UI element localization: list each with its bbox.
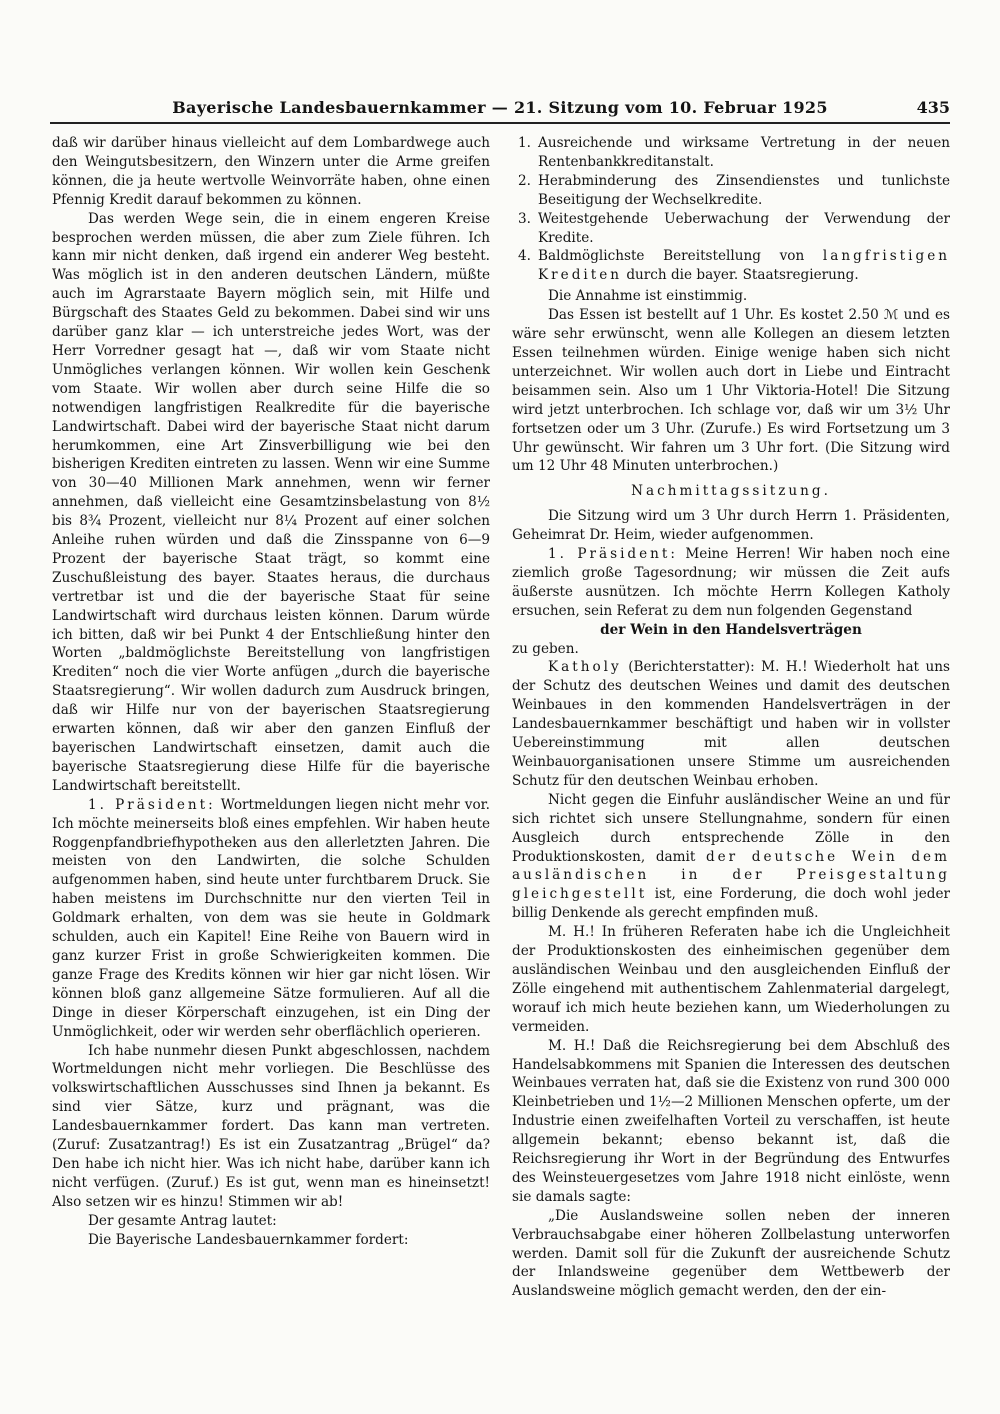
list-item <box>512 247 950 285</box>
agenda-topic: der Wein in den Handelsverträgen <box>600 621 862 638</box>
paragraph <box>512 791 950 923</box>
page-number: 435 <box>916 98 950 117</box>
list-item <box>512 210 950 248</box>
speech-text: Meine Herren! Wir haben noch eine ziemlich große Tagesordnung; wir müssen die Zeit aufs äußerste ausnützen. Ich möchte Herrn Kollegen Katholy ersuchen, sein Referat zu dem nun folgenden Gegenstand <box>512 546 950 619</box>
section-heading: Nachmittagssitzung. <box>631 483 831 500</box>
list-text: Herabminderung des Zinsendienstes und tunlichste Beseitigung der Wechselkredite. <box>538 172 950 208</box>
list-item <box>512 172 950 210</box>
page-header <box>50 98 950 124</box>
paragraph: „Die Auslandsweine sollen neben der inneren Verbrauchsabgabe einer höheren Zollbelastung unterworfen werden. Damit soll für die Zukunft der ausreichende Schutz der Inlandsweine gegenüber dem Wettbewerb der Auslandsweine möglich gemacht werden, den der ein- <box>512 1207 950 1300</box>
speech-text: (Berichterstatter): M. H.! Wiederholt hat uns der Schutz des deutschen Weines und damit des deutschen Weinbaues in den kommenden Handelsverträgen in der Landesbauernkammer beschäftigt und haben wir in vollster Uebereinstimmung mit allen deutschen Weinbauorganisationen unsere Stimme um ausreichenden Schutz für den deutschen Weinbau erhoben. <box>512 659 950 789</box>
speaker-name: Katholy <box>548 659 622 676</box>
paragraph: M. H.! Daß die Reichsregierung bei dem Abschluß des Handelsabkommens mit Spanien die Interessen des deutschen Weinbaues verraten hat, daß sie die Existenz von rund 300 000 Kleinbetrieben und 1½—2 Millionen Menschen opferte, um der Industrie einen zweifelhaften Vorteil zu verschaffen, ist heute allgemein bekannt; ebenso bekannt ist, daß die Reichsregierung ihr Wort in der Begründung des Entwurfes des Weinsteuergesetzes vom Jahre 1918 nicht einlöste, wenn sie damals sagte: <box>512 1037 950 1205</box>
paragraph <box>512 545 950 621</box>
paragraph: Die Annahme ist einstimmig. <box>548 288 748 305</box>
paragraph: Das Essen ist bestellt auf 1 Uhr. Es kostet 2.50 ℳ und es wäre sehr erwünscht, wenn alle Kollegen an diesem letzten Essen teilnehmen würden. Einige wenige haben sich nicht unterzeichnet. Wir wollen auch dort in Liebe und Eintracht beisammen sein. Also um 1 Uhr Viktoria-Hotel! Die Sitzung wird jetzt unterbrochen. Ich schlage vor, daß wir um 3½ Uhr fortsetzen oder um 3 Uhr. (Zurufe.) Es wird Fortsetzung um 3 Uhr gewünscht. Wir fahren um 3 Uhr fort. (Die Sitzung wird um 12 Uhr 48 Minuten unterbrochen.) <box>512 307 950 475</box>
list-text: durch die bayer. Staatsregierung. <box>622 267 859 284</box>
paragraph <box>52 796 490 1042</box>
speaker-name: 1. Präsident: <box>88 796 216 813</box>
paragraph <box>512 658 950 790</box>
running-title: Bayerische Landesbauernkammer — 21. Sitzung vom 10. Februar 1925 <box>172 98 828 117</box>
list-number: 2. <box>518 172 531 189</box>
paragraph: Die Bayerische Landesbauernkammer fordert: <box>88 1231 409 1248</box>
motion-list <box>512 134 950 285</box>
paragraph: daß wir darüber hinaus vielleicht auf dem Lombardwege auch den Weingutsbesitzern, den Winzern unter die Arme greifen können, die ja heute wertvolle Weinvorräte haben, ohne einen Pfennig Kredit darauf bekommen zu können. <box>52 135 490 208</box>
list-number: 4. <box>518 248 531 265</box>
list-item <box>512 134 950 172</box>
list-text: Baldmöglichste Bereitstellung von <box>538 248 823 265</box>
list-text: Weitestgehende Ueberwachung der Verwendung der Kredite. <box>538 210 950 246</box>
speaker-name: 1. Präsident: <box>548 546 678 563</box>
paragraph: Ich habe nunmehr diesen Punkt abgeschlossen, nachdem Wortmeldungen nicht mehr vorliegen. Die Beschlüsse des volkswirtschaftlichen Ausschusses sind Ihnen ja bekannt. Es sind vier Sätze, kurz und prägnant, was die Landesbauernkammer fordert. Das kann man vertreten. (Zuruf: Zusatzantrag!) Es ist ein Zusatzantrag „Brügel“ da? Den habe ich nicht hier. Was ich nicht habe, darüber kann ich nicht verfügen. (Zuruf.) Es ist gut, wenn man es hineinsetzt! Also setzen wir es hinzu! Stimmen wir ab! <box>52 1042 490 1210</box>
paragraph: Die Sitzung wird um 3 Uhr durch Herrn 1. Präsidenten, Geheimrat Dr. Heim, wieder aufgenommen. <box>512 508 950 544</box>
paragraph: Das werden Wege sein, die in einem engeren Kreise besprochen werden müssen, die aber zum Ziele führen. Ich kann mir nicht denken, daß irgend ein anderer Weg besteht. Was möglich ist in den anderen deutschen Ländern, müßte auch im Agrarstaate Bayern möglich sein, mit Hilfe und Bürgschaft des Staates Geld zu bekommen. Dabei sind wir uns darüber ganz klar — ich unterstreiche jedes Wort, was der Herr Vorredner gesagt hat —, daß wir vom Staate nicht Unmögliches verlangen können. Wir wollen kein Geschenk vom Staate. Wir wollen aber durch seine Hilfe die so notwendigen langfristigen Realkredite für die bayerische Landwirtschaft. Dabei wird der bayerische Staat nicht darum herumkommen, eine Art Zinsverbilligung wie bei den bisherigen Krediten eintreten zu lassen. Wenn wir eine Summe von 30—40 Millionen Mark annehmen, wenn wir ferner annehmen, daß vielleicht eine Gesamtzinsbelastung von 8½ bis 8¾ Prozent, vielleicht nur 8¼ Prozent auf einer solchen Anleihe ruhen würden und daß die Zinsspanne von 6—9 Prozent der bayerische Staat trägt, so kommt eine Zuschußleistung des bayer. Staates heraus, die durchaus vertretbar ist und die der bayerische Staat für seine Landwirtschaft wird durchaus leisten können. Darum würde ich bitten, daß wir bei Punkt 4 der Entschließung hinter den Worten „baldmöglichste Bereitstellung von langfristigen Krediten“ noch die vier Worte anfügen „durch die bayerische Staatsregierung“. Wir wollen dadurch zum Ausdruck bringen, daß wir Hilfe nur von der bayerischen Staatsregierung erwarten können, daß wir aber den ganzen Einfluß der bayerischen Landwirtschaft einsetzen, damit auch die bayerische Staatsregierung diese Hilfe für die bayerische Landwirtschaft bereitstellt. <box>52 210 490 794</box>
left-column <box>52 134 490 1249</box>
paragraph: M. H.! In früheren Referaten habe ich die Ungleichheit der Produktionskosten des einheimischen gegenüber dem ausländischen Weinbau und den ausgleichenden Einfluß der Zölle eingehend mit authentischem Zahlenmaterial dargelegt, worauf ich mich heute beziehen kann, um Wiederholungen zu vermeiden. <box>512 924 950 1035</box>
speech-text: Nicht gegen die Einfuhr ausländischer Weine an und für sich richtet sich unsere Stellungnahme, sondern für einen Ausgleich durch entsprechende Zölle in den Produktionskosten, damit <box>512 791 950 865</box>
paragraph: Der gesamte Antrag lautet: <box>88 1212 277 1229</box>
paragraph: zu geben. <box>512 640 579 657</box>
spaced-emphasis: der deutsche Wein dem ausländischen in der Preisgestaltung gleichgestellt <box>512 848 950 903</box>
spaced-emphasis: langfristigen Krediten <box>538 248 950 284</box>
list-text: Ausreichende und wirksame Vertretung in der neuen Rentenbankkreditanstalt. <box>538 135 950 170</box>
speech-text: Wortmeldungen liegen nicht mehr vor. Ich möchte meinerseits bloß eines empfehlen. Wir haben heute Roggenpfandbriefhypotheken aus den allerletzten Jahren. Die meisten von den Landwirten, die solche Schulden aufgenommen haben, sind heute unter furchtbarem Druck. Sie haben meistens im Durchschnitte nur den vierten Teil in Goldmark erhalten, von dem was sie heute in Goldmark schulden, auch ein Kapitel! Eine Reihe von Bauern wird in ganz kurzer Frist in große Schwierigkeiten kommen. Die ganze Frage des Kredits können wir hier gar nicht lösen. Wir können bloß ganz allgemeine Sätze formulieren. Auf all die Dinge in dieser Körperschaft einzugehen, ist ein Ding der Unmöglichkeit, oder wir werden sehr oberflächlich operieren. <box>52 796 490 1040</box>
right-column <box>512 134 950 1301</box>
list-number: 3. <box>518 210 531 227</box>
list-number: 1. <box>518 135 531 151</box>
speech-text: ist, eine Forderung, die doch wohl jeder billig Denkende als gerecht empfinden muß. <box>512 886 950 922</box>
